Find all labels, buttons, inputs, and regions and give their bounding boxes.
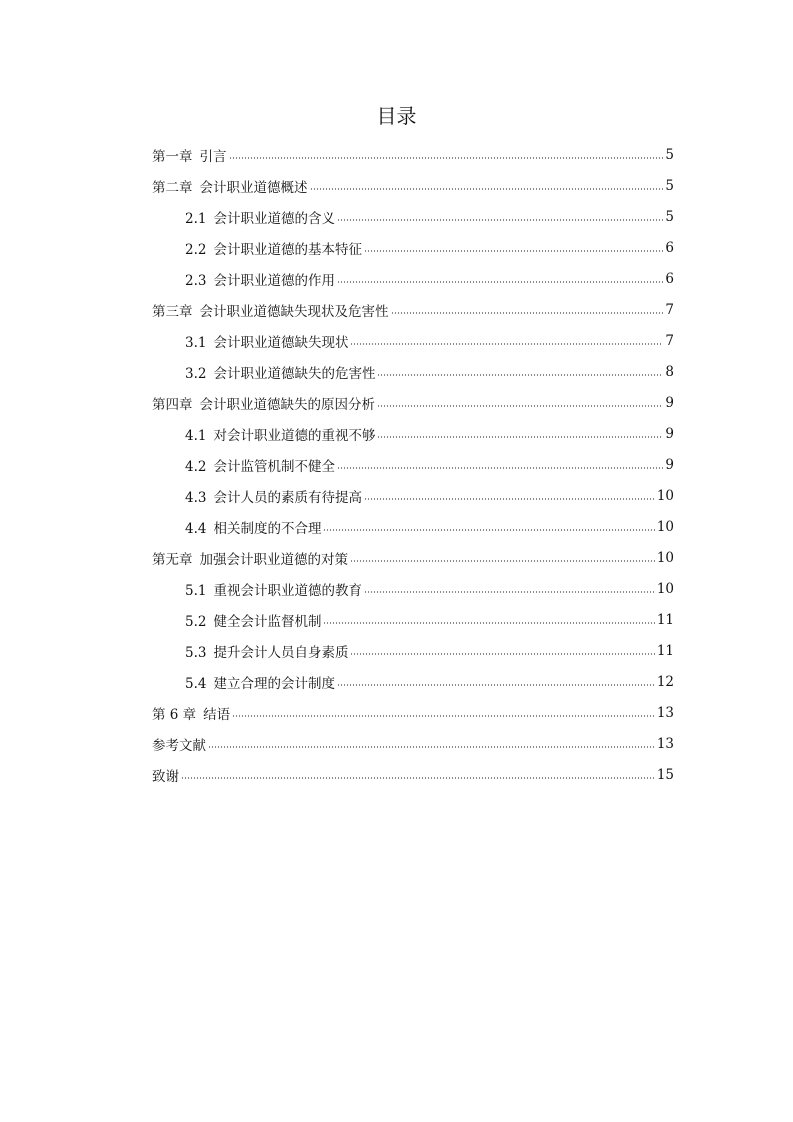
toc-entry-label [185, 362, 375, 382]
toc-entry-number: 3.2 [185, 365, 207, 382]
toc-entry-label [185, 424, 375, 444]
toc-entry-title: 参考文献 [152, 737, 206, 754]
toc-entry-number: 第 6 章 [152, 706, 197, 723]
toc-entry-label [152, 703, 230, 723]
toc-entry-page-number: 12 [656, 673, 674, 690]
toc-entry[interactable] [152, 666, 674, 697]
toc-entry-label [152, 145, 227, 165]
dot-leader [350, 560, 655, 562]
dot-leader [377, 374, 663, 376]
toc-entry-label [185, 641, 348, 661]
toc-entry-title: 对会计职业道德的重视不够 [213, 427, 376, 444]
toc-entry-page-number: 5 [665, 177, 674, 194]
toc-entry-number: 5.2 [185, 613, 207, 630]
toc-entry-page-number: 5 [665, 146, 674, 163]
toc-entry-page-number: 10 [656, 549, 674, 566]
toc-entry-number: 5.4 [185, 675, 207, 692]
toc-entry-title: 重视会计职业道德的教育 [213, 582, 362, 599]
toc-entry-title: 结语 [203, 706, 231, 723]
toc-entry-number: 第二章 [152, 179, 193, 196]
toc-entry-label [185, 610, 321, 630]
toc-entry-number: 2.3 [185, 272, 207, 289]
toc-entry-number: 第一章 [152, 148, 193, 165]
dot-leader [377, 405, 663, 407]
toc-entry-title: 健全会计监督机制 [213, 613, 322, 630]
toc-entry-title: 建立合理的会计制度 [213, 675, 335, 692]
toc-entry-page-number: 11 [656, 611, 674, 628]
toc-entry-page-number: 5 [665, 208, 674, 225]
toc-entry[interactable] [152, 325, 674, 356]
toc-entry-title: 会计职业道德缺失的危害性 [213, 365, 376, 382]
toc-entry-label [152, 300, 389, 320]
toc-entry-label [152, 765, 179, 785]
toc-entry-label [185, 579, 362, 599]
toc-entry[interactable] [152, 201, 674, 232]
toc-entry-number: 第无章 [152, 551, 193, 568]
dot-leader [323, 622, 654, 624]
toc-entry-label [185, 486, 362, 506]
dot-leader [229, 157, 664, 159]
dot-leader [364, 591, 655, 593]
toc-entry-page-number: 10 [656, 518, 674, 535]
dot-leader [310, 188, 664, 190]
dot-leader [181, 777, 655, 779]
dot-leader [323, 529, 654, 531]
dot-leader [377, 436, 663, 438]
dot-leader [208, 746, 655, 748]
toc-entry[interactable] [152, 170, 674, 201]
toc-entry-number: 3.1 [185, 334, 207, 351]
toc-entry[interactable] [152, 356, 674, 387]
toc-entry-page-number: 11 [656, 642, 674, 659]
toc-entry-page-number: 15 [656, 766, 674, 783]
dot-leader [391, 312, 664, 314]
toc-entry-label [185, 331, 348, 351]
toc-entry[interactable] [152, 728, 674, 759]
toc-entry-number: 4.2 [185, 458, 207, 475]
toc-entry-number: 2.1 [185, 210, 207, 227]
toc-entry-number: 第三章 [152, 303, 193, 320]
toc-entry-title: 会计人员的素质有待提高 [213, 489, 362, 506]
toc-entry-title: 会计监管机制不健全 [213, 458, 335, 475]
toc-entry-title: 会计职业道德的含义 [213, 210, 335, 227]
toc-entry-page-number: 9 [665, 425, 674, 442]
toc-entry-label [185, 455, 335, 475]
toc-entry-title: 会计职业道德的基本特征 [213, 241, 362, 258]
toc-entry-label [185, 269, 335, 289]
toc-entry-title: 会计职业道德的作用 [213, 272, 335, 289]
toc-entry-page-number: 7 [665, 332, 674, 349]
dot-leader [364, 250, 663, 252]
toc-entry-label [185, 238, 362, 258]
toc-entry-title: 会计职业道德缺失的原因分析 [199, 396, 375, 413]
toc-entry-label [185, 672, 335, 692]
toc-entry-number: 4.4 [185, 520, 207, 537]
toc-entry-label [152, 176, 308, 196]
toc-entry[interactable] [152, 635, 674, 666]
toc-entry-label [185, 517, 321, 537]
toc-entry[interactable] [152, 542, 674, 573]
dot-leader [350, 653, 654, 655]
toc-entry-title: 相关制度的不合理 [213, 520, 322, 537]
toc-entry-number: 第四章 [152, 396, 193, 413]
toc-entry[interactable] [152, 387, 674, 418]
toc-entry[interactable] [152, 449, 674, 480]
toc-entry[interactable] [152, 511, 674, 542]
toc-entry-page-number: 6 [665, 270, 674, 287]
toc-entry-title: 会计职业道德缺失现状及危害性 [199, 303, 389, 320]
toc-entry-page-number: 8 [665, 363, 674, 380]
dot-leader [337, 684, 655, 686]
toc-entry[interactable] [152, 263, 674, 294]
toc-entry-number: 5.1 [185, 582, 207, 599]
toc-entry-title: 引言 [199, 148, 227, 165]
table-of-contents [152, 139, 674, 790]
toc-entry-label [185, 207, 335, 227]
toc-entry-number: 2.2 [185, 241, 207, 258]
toc-entry-page-number: 9 [665, 394, 674, 411]
dot-leader [337, 467, 663, 469]
toc-entry-page-number: 10 [656, 487, 674, 504]
toc-entry-label [152, 548, 348, 568]
toc-entry-title: 加强会计职业道德的对策 [199, 551, 348, 568]
toc-entry[interactable] [152, 759, 674, 790]
dot-leader [364, 498, 655, 500]
dot-leader [232, 715, 655, 717]
toc-entry[interactable] [152, 294, 674, 325]
dot-leader [337, 219, 663, 221]
toc-entry[interactable] [152, 232, 674, 263]
toc-entry-page-number: 9 [665, 456, 674, 473]
toc-entry[interactable] [152, 418, 674, 449]
dot-leader [350, 343, 663, 345]
toc-entry-number: 4.3 [185, 489, 207, 506]
toc-entry[interactable] [152, 573, 674, 604]
toc-entry-page-number: 10 [656, 580, 674, 597]
toc-entry-number: 4.1 [185, 427, 207, 444]
toc-entry-page-number: 13 [656, 735, 674, 752]
dot-leader [337, 281, 663, 283]
page-title: 目录 [376, 104, 417, 128]
toc-entry-page-number: 13 [656, 704, 674, 721]
toc-entry-title: 会计职业道德缺失现状 [213, 334, 349, 351]
toc-entry[interactable] [152, 139, 674, 170]
toc-entry-title: 会计职业道德概述 [199, 179, 308, 196]
toc-entry[interactable] [152, 604, 674, 635]
toc-entry-title: 提升会计人员自身素质 [213, 644, 349, 661]
toc-entry-page-number: 7 [665, 301, 674, 318]
toc-entry-page-number: 6 [665, 239, 674, 256]
toc-entry-label [152, 393, 375, 413]
toc-entry-label [152, 734, 206, 754]
toc-entry[interactable] [152, 480, 674, 511]
toc-entry-number: 5.3 [185, 644, 207, 661]
toc-entry[interactable] [152, 697, 674, 728]
toc-entry-title: 致谢 [152, 768, 179, 785]
